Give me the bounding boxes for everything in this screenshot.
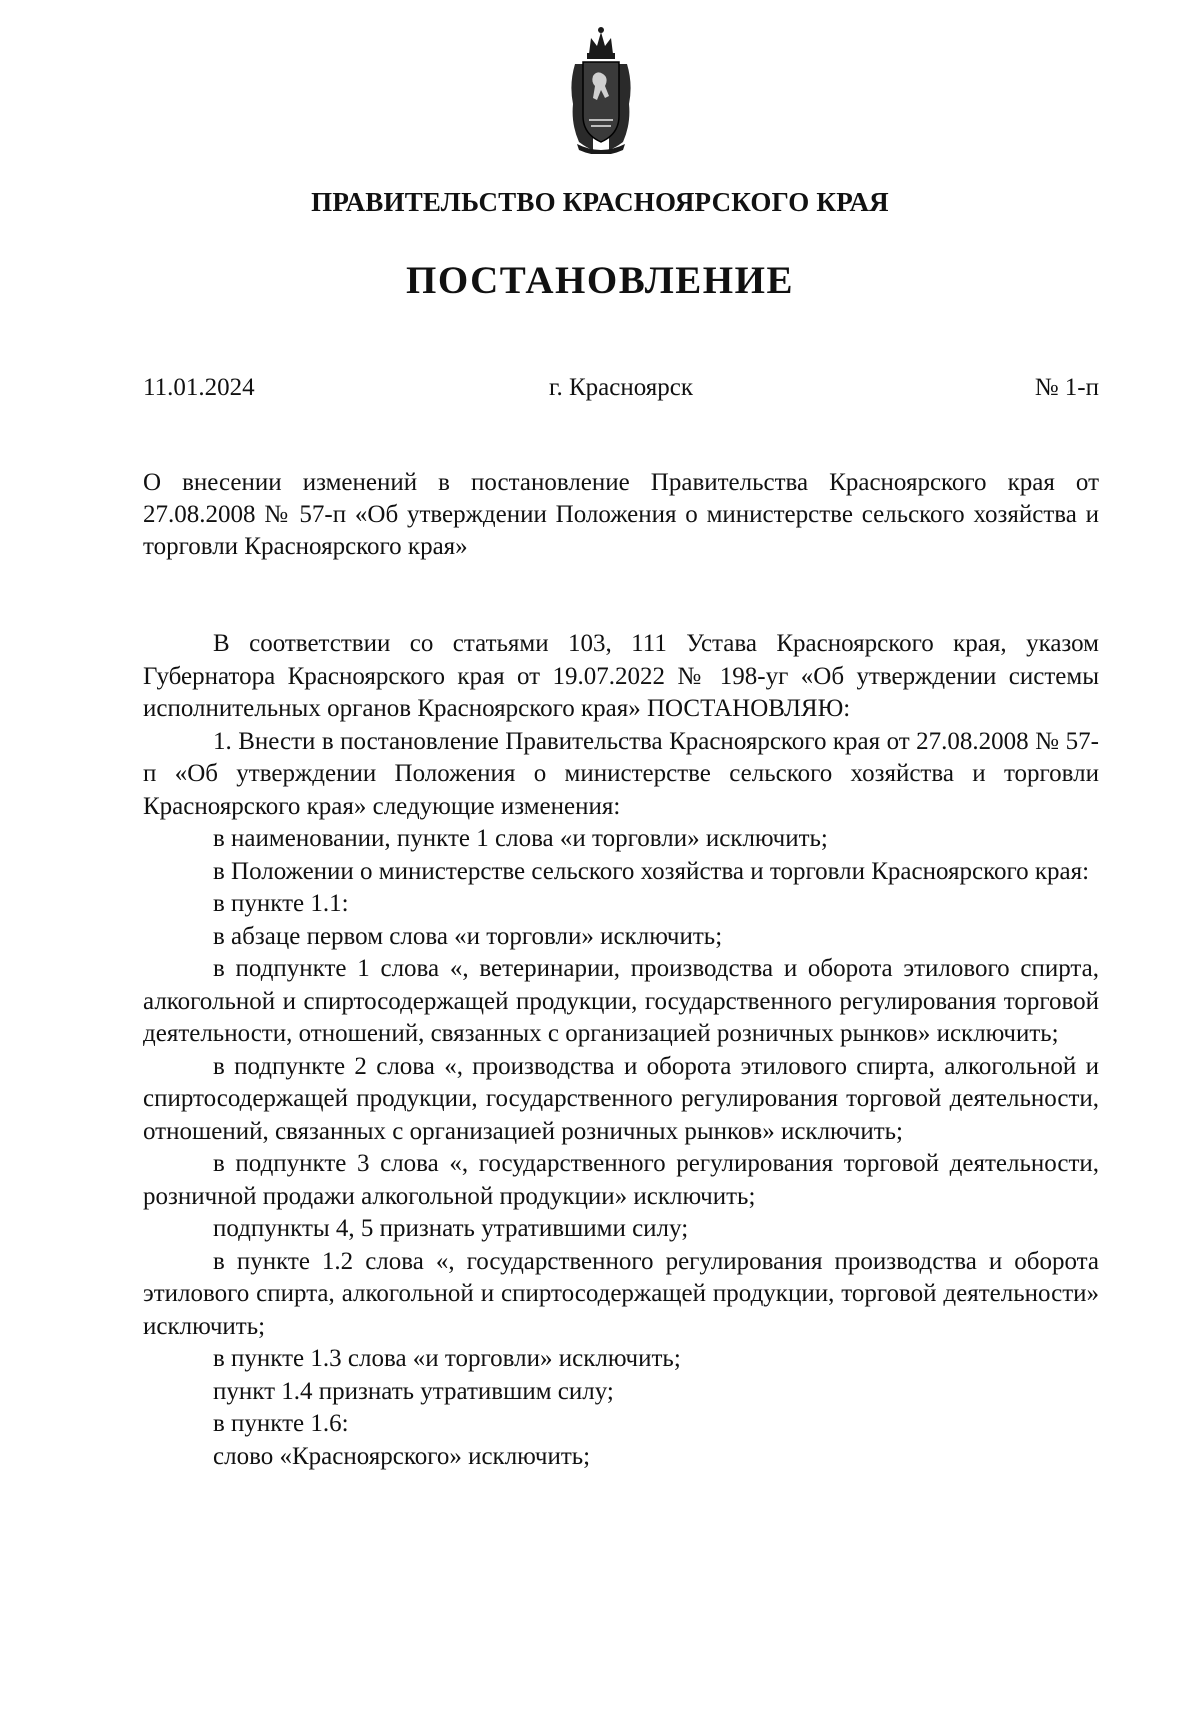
government-title: ПРАВИТЕЛЬСТВО КРАСНОЯРСКОГО КРАЯ (311, 187, 889, 217)
document-subject: О внесении изменений в постановление Правительства Красноярского края от 27.08.2008 № 57-п «Об утверждении Положения о министерстве сельского хозяйства и торговли Красноярского края» (143, 469, 1099, 560)
body-paragraph: в подпункте 1 слова «, ветеринарии, производства и оборота этилового спирта, алкогольной и спиртосодержащей продукции, государственного регулирования торговой деятельности, отношений, связанных с организацией розничных рынков» исключить; (143, 955, 1099, 1047)
body-paragraph: в наименовании, пункте 1 слова «и торговли» исключить; (213, 825, 828, 852)
body-paragraph: в пункте 1.3 слова «и торговли» исключить; (213, 1345, 681, 1372)
document-body (143, 628, 1099, 1473)
body-paragraph: в пункте 1.1: (213, 890, 349, 917)
document-city: г. Красноярск (549, 374, 693, 401)
coat-of-arms-emblem (567, 24, 635, 154)
document-date: 11.01.2024 (143, 374, 255, 401)
body-paragraph: 1. Внести в постановление Правительства Красноярского края от 27.08.2008 № 57-п «Об утверждении Положения о министерстве сельского хозяйства и торговли Красноярского края» следующие изменения: (143, 727, 1099, 820)
body-paragraph: в подпункте 2 слова «, производства и оборота этилового спирта, алкогольной и спиртосодержащей продукции, государственного регулирования торговой деятельности, отношений, связанных с организацией розничных рынков» исключить; (143, 1052, 1099, 1145)
body-paragraph: в абзаце первом слова «и торговли» исключить; (213, 922, 723, 950)
body-paragraph: пункт 1.4 признать утратившим силу; (213, 1377, 614, 1405)
body-paragraph: в пункте 1.2 слова «, государственного регулирования производства и оборота этилового спирта, алкогольной и спиртосодержащей продукции, торговой деятельности» исключить; (143, 1247, 1099, 1340)
document-type-title: ПОСТАНОВЛЕНИЕ (405, 259, 794, 302)
body-paragraph: слово «Красноярского» исключить; (213, 1442, 591, 1470)
document-number: № 1-п (1034, 374, 1099, 401)
body-paragraph: в пункте 1.6: (213, 1410, 349, 1437)
document-meta-row (143, 374, 1099, 408)
preamble-paragraph: В соответствии со статьями 103, 111 Устава Красноярского края, указом Губернатора Красноярского края от 19.07.2022 № 198-уг «Об утверждении системы исполнительных органов Красноярского края» ПОСТАНОВЛЯЮ: (143, 630, 1099, 722)
body-paragraph: в Положении о министерстве сельского хозяйства и торговли Красноярского края: (213, 857, 1090, 885)
body-paragraph: подпункты 4, 5 признать утратившими силу; (213, 1215, 689, 1242)
body-paragraph: в подпункте 3 слова «, государственного регулирования торговой деятельности, розничной продажи алкогольной продукции» исключить; (143, 1150, 1099, 1210)
